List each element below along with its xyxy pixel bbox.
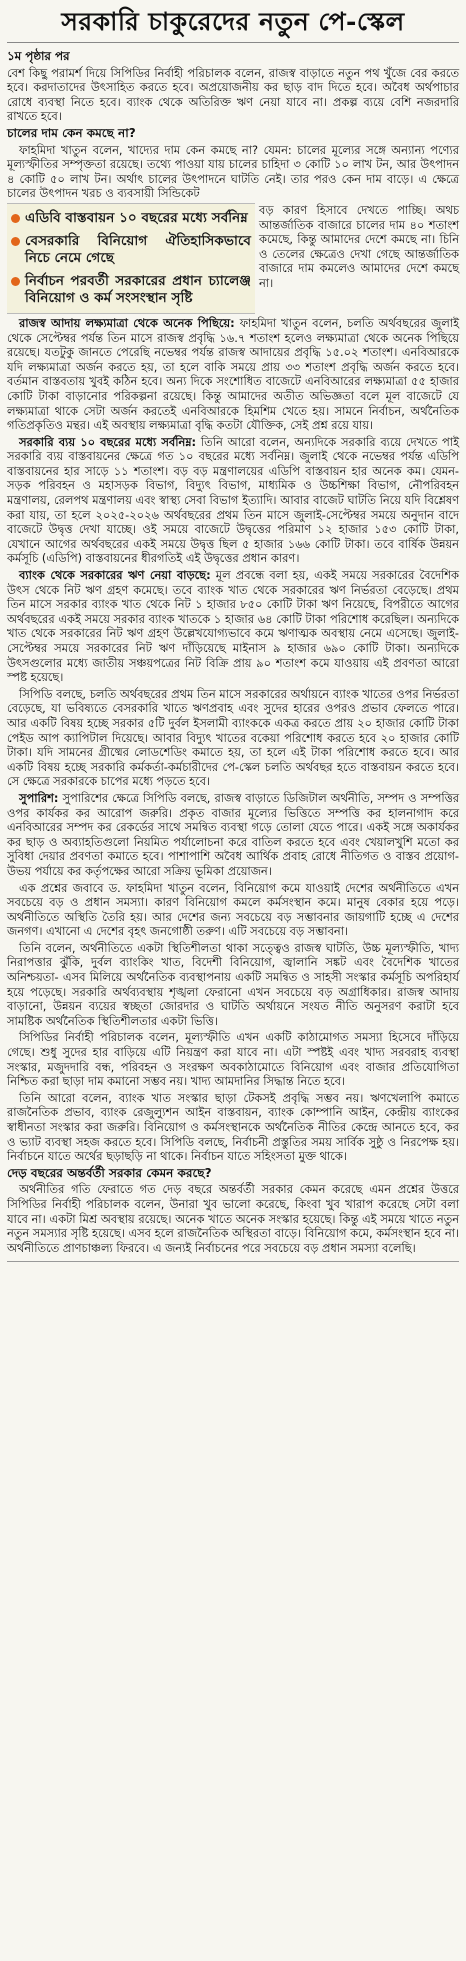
- highlight-item: [11, 233, 251, 267]
- recommend-paragraph: [7, 791, 459, 879]
- bullet-dot-icon: [11, 237, 20, 246]
- revenue-lead: রাজস্ব আদায় লক্ষ্যমাত্রা থেকে অনেক পিছিয়ে:: [19, 315, 235, 330]
- revenue-text: ফাহমিদা খাতুন বলেন, চলতি অর্থবছরের জুলাই থেকে সেপ্টেম্বর পর্যন্ত তিন মাসে রাজস্ব প্রবৃদ্ধি ১৬.৭ শতাংশ হলেও লক্ষ্যমাত্রা থেকে অনেক পিছিয়ে রয়েছে। যতটুকু জানতে পেরেছি নভেম্বর পর্যন্ত রাজস্ব আদায়ের প্রবৃদ্ধি ১৫.০২ শতাংশ। এনবিআরকে যদি লক্ষ্যমাত্রা অর্জন করতে হয়, তা হলে বাকি সময়ে প্রায় ৩৩ শতাংশ প্রবৃদ্ধি অর্জন করতে হবে। বর্তমান বাস্তবতায় খুবই কঠিন হবে। অন্য দিকে সংশোধিত বাজেটে এনবিআরের লক্ষ্যমাত্রা ৫৫ হাজার কোটি টাকা বাড়ানোর পরিকল্পনা রয়েছে। কিন্তু আমাদের অতীত অভিজ্ঞতা বলে মূল বাজেটে যে লক্ষ্যমাত্রা থাকে সেটা অর্জন করতেই এনবিআরকে হিমশিম খেতে হয়। সামনে নির্বাচন, অর্থনৈতিক গতিপ্রকৃতিও মন্থর। এই অবস্থায় লক্ষ্যমাত্রা বৃদ্ধি কতটা যৌক্তিক, সেই প্রশ্ন রয়ে যায়।: [7, 315, 459, 433]
- rice-subheading: চালের দাম কেন কমছে না?: [7, 125, 136, 140]
- highlight-box: [7, 203, 255, 314]
- headline: সরকারি চাকুরেদের নতুন পে-স্কেল: [7, 6, 459, 43]
- spending-text: তিনি আরো বলেন, অন্যদিকে সরকারি ব্যয়ে দেখতে পাই সরকারি ব্যয় বাস্তবায়নের ক্ষেত্রে গত ১০ বছরের মধ্যে সর্বনিম্ন। জুলাই থেকে নভেম্বর পর্যন্ত এডিপি বাস্তবায়নের হার সাড়ে ১১ শতাংশ। বড় বড় মন্ত্রণালয়ের এডিপি বাস্তবায়ন হার অনেক কম। যেমন- সড়ক পরিবহন ও মহাসড়ক বিভাগ, বিদ্যুৎ বিভাগ, মাধ্যমিক ও উচ্চশিক্ষা বিভাগ, নৌপরিবহন মন্ত্রণালয়, রেলপথ মন্ত্রণালয় এবং স্বাস্থ্য সেবা বিভাগ ইত্যাদি। আবার বাজেট ঘাটতি নিয়ে যদি বিশ্লেষণ করা যায়, তা হলে ২০২৫-২০২৬ অর্থবছরের প্রথম তিন মাসে জুলাই-সেপ্টেম্বর সময়ে অনুদান বাদে বাজেটে উদ্বৃত্ত দেখা যাচ্ছে। ওই সময়ে বাজেটে উদ্বৃত্তের পরিমাণ ১২ হাজার ১৫৩ কোটি টাকা, যেখানে আগের অর্থবছরের একই সময়ে উদ্বৃত্ত ছিল ৫ হাজার ১৬৬ কোটি টাকা। তবে বার্ষিক উন্নয়ন কর্মসূচি (এডিপি) বাস্তবায়নের ধীরগতিই এই উদ্বৃত্তের প্রধান কারণ।: [7, 434, 459, 566]
- body-paragraph: তিনি বলেন, অর্থনীতিতে একটা স্থিতিশীলতা থাকা সত্ত্বেও রাজস্ব ঘাটতি, উচ্চ মূল্যস্ফীতি, খাদ্য নিরাপত্তার ঝুঁকি, দুর্বল ব্যাংকিং খাত, বিদেশী বিনিয়োগ, জ্বালানি সঙ্কট এবং বৈদেশিক খাতের অনিশ্চয়তা- এসব মিলিয়ে অর্থনৈতিক ব্যবস্থাপনায় একটি সমন্বিত ও সাহসী সংস্কার কর্মসূচি অপরিহার্য হয়ে পড়েছে। সরকারি অর্থব্যবস্থায় শৃঙ্খলা ফেরানো এখন সবচেয়ে বড় অগ্রাধিকার। রাজস্ব আদায় বাড়ানো, উন্নয়ন ব্যয়ের স্বচ্ছতা জোরদার ও ঘাটতি অর্থায়নে সংযত নীতি অনুসরণ করাটা হবে সামষ্টিক অর্থনৈতিক স্থিতিশীলতার একটা ভিত্তি।: [7, 940, 459, 1028]
- highlight-text: এডিবি বাস্তবায়ন ১০ বছরের মধ্যে সর্বনিম্ন: [25, 209, 248, 226]
- rice-paragraph: ফাহমিদা খাতুন বলেন, খাদ্যের দাম কেন কমছে না? যেমন: চালের মূল্যের সঙ্গে অন্যান্য পণ্যের মূল্যস্ফীতির সম্পৃক্ততা রয়েছে। তথ্যে পাওয়া যায় চালের চাহিদা ৩ কোটি ১০ লাখ টন, আর উৎপাদন ৪ কোটি ৫০ লাখ টন। অর্থাৎ চালের উৎপাদনে ঘাটতি নেই। তার পরও কেন দাম বাড়ে। এ ক্ষেত্রে চালের উৎপাদন খরচ ও ব্যবসায়ী সিন্ডিকেট: [7, 142, 459, 201]
- article-body: [7, 49, 459, 1255]
- highlight-item: [11, 210, 251, 227]
- spending-lead: সরকারি ব্যয় ১০ বছরের মধ্যে সর্বনিম্ন:: [19, 434, 197, 449]
- bottom-divider: [7, 1261, 459, 1262]
- rice-side-paragraph: বড় কারণ হিসাবে দেখতে পাচ্ছি। অথচ আন্তর্জাতিক বাজারে চালের দাম ৪০ শতাংশ কমেছে, কিন্তু আমাদের দেশে কমছে না। চিনি ও তেলের ক্ষেত্রেও দেখা গেছে আন্তর্জাতিক বাজারে দাম কমলেও আমাদের দেশে কমছে না।: [259, 202, 459, 290]
- highlight-item: [11, 273, 251, 307]
- bank-text: মূল প্রবন্ধে বলা হয়, একই সময়ে সরকারের বৈদেশিক উৎস থেকে নিট ঋণ গ্রহণ কমেছে। তবে ব্যাংক খাত থেকে সরকারের ঋণ নির্ভরতা বেড়েছে। প্রথম তিন মাসে সরকার ব্যাংক খাত থেকে নিট ১ হাজার ৮৫০ কোটি টাকা ঋণ নিয়েছে, বিপরীতে আগের অর্থবছরের একই সময়ে সরকার ব্যাংক খাতকে ১ হাজার ৬৪ কোটি টাকা পরিশোধ করেছিল। অন্যদিকে খাত থেকে সরকারের নিট ঋণ গ্রহণ উল্লেখযোগ্যভাবে কমে ঋণাত্মক অবস্থায় নেমে এসেছে। জুলাই-সেপ্টেম্বর সময়ে সরকারের নিট ঋণ দাঁড়িয়েছে মাইনাস ৯ হাজার ৬৯০ কোটি টাকা। অন্যদিকে উৎসগুলোর মধ্যে জাতীয় সঞ্চয়পত্রের নিট বিক্রি প্রায় ৯০ শতাংশ কমে যাওয়ায় এই প্রবণতা আরো স্পষ্ট হয়েছে।: [7, 568, 459, 685]
- news-article: [7, 0, 459, 1262]
- interim-subheading: দেড় বছরের অন্তর্বর্তী সরকার কেমন করছে?: [7, 1165, 212, 1180]
- spending-paragraph: [7, 435, 459, 566]
- intro-paragraph: বেশ কিছু পরামর্শ দিয়ে সিপিডির নির্বাহী পরিচালক বলেন, রাজস্ব বাড়াতে নতুন পথ খুঁজে বের করতে হবে। করদাতাদের উৎসাহিত করতে হবে। অপ্রয়োজনীয় কর ছাড় বাদ দিতে হবে। অবৈধ অর্থপাচার রোধে ব্যবস্থা নিতে হবে। ব্যাংক থেকে অতিরিক্ত ঋণ নেয়া যাবে না। প্রকল্প ব্যয়ে বেশি নজরদারি রাখতে হবে।: [7, 65, 459, 124]
- interim-paragraph: অর্থনীতির গতি ফেরাতে গত দেড় বছরে অন্তর্বর্তী সরকার কেমন করেছে এমন প্রশ্নের উত্তরে সিপিডির নির্বাহী পরিচালক বলেন, উনারা খুব ভালো করেছে, কিংবা খুব খারাপ করেছে সেটা বলা যাবে না। একটা মিশ্র অবস্থায় রয়েছে। অনেক খাতে অনেক সংস্কার হয়েছে। কিন্তু এই সময়ে খাতে নতুন নতুন সমস্যার সৃষ্টি হয়েছে। এসব হলে রাজনৈতিক অস্থিরতা বাড়ে। বিনিয়োগ কমে, কর্মসংস্থান হবে না। অর্থনীতিতে প্রাণচাঞ্চল্য ফিরবে। এ জন্যই নির্বাচনের পরে সবচেয়ে বড় প্রধান সমস্যা বলেছি।: [7, 1182, 459, 1255]
- body-paragraph: এক প্রশ্নের জবাবে ড. ফাহমিদা খাতুন বলেন, বিনিয়োগ কমে যাওয়াই দেশের অর্থনীতিতে এখন সবচেয়ে বড় ও প্রধান সমস্যা। কারণ বিনিয়োগ কমলে কর্মসংস্থান কমে। মানুষ বেকার হয়ে পড়ে। অর্থনীতিতে অস্থিতি তৈরি হয়। আর দেশের জন্য সবচেয়ে বড় সম্ভাবনার জায়গাটি হচ্ছে এ দেশের জনগণ। এখানো এ দেশের বৃহৎ জনগোষ্ঠী তরুণ। এটি সবচেয়ে বড় সম্ভাবনা।: [7, 880, 459, 939]
- revenue-paragraph: [7, 316, 459, 433]
- highlight-text: বেসরকারি বিনিয়োগ ঐতিহাসিকভাবে নিচে নেমে গেছে: [25, 232, 251, 266]
- body-paragraph: তিনি আরো বলেন, ব্যাংক খাত সংস্কার ছাড়া টেকসই প্রবৃদ্ধি সম্ভব নয়। ঋণখেলাপি কমাতে রাজনৈতিক প্রভাব, ব্যাংক রেজুল্যুশন আইন বাস্তবায়ন, ব্যাংক কোম্পানি আইন, কেন্দ্রীয় ব্যাংকের স্বাধীনতা সংস্কার করা জরুরি। বিনিয়োগ ও কর্মসংস্থানকে অর্থনৈতিক নীতির কেন্দ্রে আনতে হবে, কর ও ভ্যাট ব্যবস্থা সহজ করতে হবে। সিপিডি বলছে, নির্বাচনী প্রস্তুতির সময় সার্বিক সুষ্ঠু ও নিরপেক্ষ হয়। নির্বাচনে যাতে অর্থের ছড়াছড়ি না থাকে। নির্বাচন যাতে সহিংসতা মুক্ত থাকে।: [7, 1090, 459, 1164]
- bank-lead: ব্যাংক থেকে সরকারের ঋণ নেয়া বাড়ছে:: [19, 568, 211, 583]
- cpd-paragraph: সিপিডি বলছে, চলতি অর্থবছরের প্রথম তিন মাসে সরকারের অর্থায়নে ব্যাংক খাতের ওপর নির্ভরতা বেড়েছে, যা ভবিষ্যতে বেসরকারি খাতে ঋণপ্রবাহ এবং সুদের হারের ওপরও প্রভাব ফেলতে পারে। আর একটি বিষয় হচ্ছে সরকার ৫টি দুর্বল ইসলামী ব্যাংককে একত্র করতে প্রায় ২০ হাজার কোটি টাকা পেইড আপ ক্যাপিটাল দিয়েছে। আবার বিদ্যুৎ খাতের বকেয়া পরিশোধ করতে হবে ২০ হাজার কোটি টাকা। যদি সামনের গ্রীষ্মের লোডশেডিং কমাতে হয়, তা হলে এই টাকা পরিশোধ করতে হবে। আর একটি বিষয় হচ্ছে সরকারি কর্মকর্তা-কর্মচারীদের পে-স্কেল চলতি অর্থবছর হতে বাস্তবায়ন করতে হবে। সে ক্ষেত্রে সরকারকে চাপের মধ্যে পড়তে হবে।: [7, 686, 459, 789]
- recommend-text: সুপারিশের ক্ষেত্রে সিপিডি বলছে, রাজস্ব বাড়াতে ডিজিটাল অর্থনীতি, সম্পদ ও সম্পত্তির ওপর কার্যকর কর আরোপ জরুরি। প্রকৃত বাজার মূল্যের ভিত্তিতে সম্পত্তি কর হালনাগাদ করে এনবিআরের সম্পদ কর রেকর্ডের সাথে সমন্বিত ব্যবস্থা গড়ে তোলা যেতে পারে। একই সঙ্গে অকার্যকর কর ছাড় ও অব্যাহতিগুলো নিয়মিত পর্যালোচনা করে বাতিল করতে হবে এবং খেয়ালখুশি মতো কর সুবিধা দেয়ার প্রবণতা কমাতে হবে। পাশাপাশি অবৈধ আর্থিক প্রবাহ রোধে নীতিগত ও বাস্তব প্রয়োগ- উভয় পর্যায়ে কর কর্তৃপক্ষের আরো সক্রিয় ভূমিকা প্রয়োজন।: [7, 790, 459, 878]
- continued-from-label: ১ম পৃষ্ঠার পর: [7, 49, 70, 63]
- highlight-row: [7, 203, 459, 314]
- bullet-dot-icon: [11, 214, 20, 223]
- bullet-dot-icon: [11, 277, 20, 286]
- highlight-text: নির্বাচন পরবর্তী সরকারের প্রধান চ্যালেঞ্জ বিনিয়োগ ও কর্ম সংসংস্থান সৃষ্টি: [25, 272, 251, 306]
- recommend-lead: সুপারিশ:: [19, 790, 59, 805]
- bank-paragraph: [7, 568, 459, 685]
- body-paragraph: সিপিডির নির্বাহী পরিচালক বলেন, মূল্যস্ফীতি এখন একটি কাঠামোগত সমস্যা হিসেবে দাঁড়িয়ে গেছে। শুধু সুদের হার বাড়িয়ে এটি নিয়ন্ত্রণ করা যাবে না। এটা স্পষ্টই এবং খাদ্য সরবরাহ ব্যবস্থা সংস্কার, মজুদদারি বন্ধ, পরিবহন ও সংরক্ষণ অবকাঠামোতে বিনিয়োগ এবং বাজার প্রতিযোগিতা নিশ্চিত করা ছাড়া দাম কমানো সম্ভব নয়। খাদ্য আমদানির সিদ্ধান্ত নিতে হবে।: [7, 1030, 459, 1089]
